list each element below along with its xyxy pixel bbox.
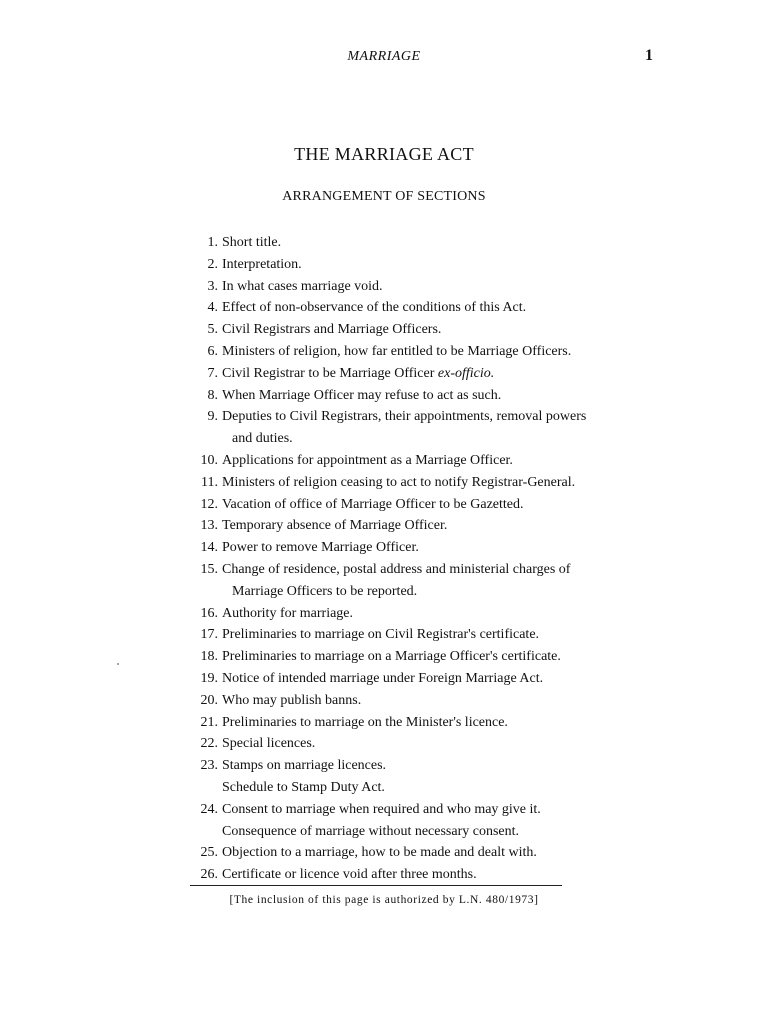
section-item <box>190 755 590 777</box>
section-number: 3. <box>207 278 218 294</box>
section-title-continued: and duties. <box>232 431 293 447</box>
section-item <box>190 232 590 254</box>
section-item <box>190 668 590 690</box>
section-title: Vacation of office of Marriage Officer to be Gazetted. <box>222 496 524 512</box>
section-number: 21. <box>200 714 218 730</box>
section-title: Applications for appointment as a Marriage Officer. <box>222 452 513 468</box>
section-item <box>190 276 590 298</box>
authorization-note: [The inclusion of this page is authorized by L.N. 480/1973] <box>229 894 539 906</box>
section-number: 6. <box>207 343 218 359</box>
section-number: 10. <box>200 452 218 468</box>
section-title: Short title. <box>222 235 282 250</box>
section-number: 2. <box>207 256 218 272</box>
section-subtitle: Schedule to Stamp Duty Act. <box>222 779 385 795</box>
section-title: Power to remove Marriage Officer. <box>222 540 419 556</box>
section-item <box>190 406 590 450</box>
section-number: 7. <box>207 365 218 381</box>
section-number: 14. <box>200 540 218 556</box>
section-subentry <box>190 821 590 843</box>
section-number: 11. <box>201 474 218 490</box>
section-item <box>190 842 590 864</box>
section-title: Preliminaries to marriage on Civil Registrar's certificate. <box>222 627 540 643</box>
section-item <box>190 864 590 886</box>
section-number: 16. <box>200 605 218 621</box>
section-number: 26. <box>200 867 218 883</box>
section-item <box>190 254 590 276</box>
section-item <box>190 799 590 821</box>
section-number: 23. <box>200 758 218 774</box>
section-number: 17. <box>200 627 218 643</box>
section-item <box>190 559 590 603</box>
section-number: 5. <box>207 322 218 338</box>
section-title: Preliminaries to marriage on a Marriage Officer's certificate. <box>222 649 561 665</box>
section-item <box>190 624 590 646</box>
section-item <box>190 603 590 625</box>
section-title: Interpretation. <box>222 256 302 272</box>
section-item <box>190 297 590 319</box>
section-item <box>190 363 590 385</box>
section-title: Special licences. <box>222 736 316 752</box>
section-title: Change of residence, postal address and ministerial charges of <box>222 561 571 577</box>
section-title: Stamps on marriage licences. <box>222 758 387 774</box>
section-item <box>190 319 590 341</box>
section-number: 22. <box>200 736 218 752</box>
section-title: Preliminaries to marriage on the Minister's licence. <box>222 714 508 730</box>
section-item <box>190 646 590 668</box>
section-item <box>190 494 590 516</box>
section-subentry <box>190 777 590 799</box>
section-item <box>190 450 590 472</box>
section-title <box>222 363 590 385</box>
section-subtitle: Consequence of marriage without necessary consent. <box>222 823 520 839</box>
section-title: Consent to marriage when required and who may give it. <box>222 801 541 817</box>
section-title: Civil Registrars and Marriage Officers. <box>222 322 442 338</box>
section-number: 4. <box>207 300 218 316</box>
section-number: 8. <box>207 387 218 403</box>
section-item <box>190 537 590 559</box>
section-number: 20. <box>200 692 218 708</box>
page-number: 1 <box>645 47 653 64</box>
section-number: 13. <box>200 518 218 534</box>
section-number: 24. <box>200 801 218 817</box>
section-title: Temporary absence of Marriage Officer. <box>222 518 448 534</box>
section-title-part: Civil Registrar to be Marriage Officer <box>222 365 435 381</box>
section-item <box>190 472 590 494</box>
section-title: Deputies to Civil Registrars, their appointments, removal powers <box>222 409 587 425</box>
section-title-italic: ex-officio. <box>437 365 495 381</box>
section-number: 19. <box>200 670 218 686</box>
section-title: Authority for marriage. <box>222 605 354 621</box>
section-number: 15. <box>200 561 218 577</box>
section-item <box>190 712 590 734</box>
section-number: 25. <box>200 845 218 861</box>
section-title: Who may publish banns. <box>222 692 362 708</box>
section-title: Ministers of religion, how far entitled to be Marriage Officers. <box>222 343 572 359</box>
section-item <box>190 733 590 755</box>
section-item <box>190 515 590 537</box>
section-item <box>190 341 590 363</box>
sections-list <box>190 232 590 886</box>
section-title: Notice of intended marriage under Foreign Marriage Act. <box>222 670 544 686</box>
section-number: 12. <box>200 496 218 512</box>
section-title: Certificate or licence void after three months. <box>222 867 477 883</box>
section-number: 9. <box>207 409 218 425</box>
section-title-continued: Marriage Officers to be reported. <box>232 583 418 599</box>
scan-speck <box>117 663 119 665</box>
section-number: 18. <box>200 649 218 665</box>
running-title: MARRIAGE <box>347 49 421 64</box>
act-title: THE MARRIAGE ACT <box>294 144 474 164</box>
arrangement-heading: ARRANGEMENT OF SECTIONS <box>282 189 486 204</box>
section-item <box>190 385 590 407</box>
section-title: In what cases marriage void. <box>222 278 383 294</box>
section-number: 1. <box>207 235 218 250</box>
section-title: Effect of non-observance of the conditions of this Act. <box>222 300 527 316</box>
section-title: When Marriage Officer may refuse to act as such. <box>222 387 502 403</box>
section-title: Ministers of religion ceasing to act to notify Registrar-General. <box>222 474 576 490</box>
section-title: Objection to a marriage, how to be made and dealt with. <box>222 845 537 861</box>
footer-rule <box>190 885 562 886</box>
section-item <box>190 690 590 712</box>
